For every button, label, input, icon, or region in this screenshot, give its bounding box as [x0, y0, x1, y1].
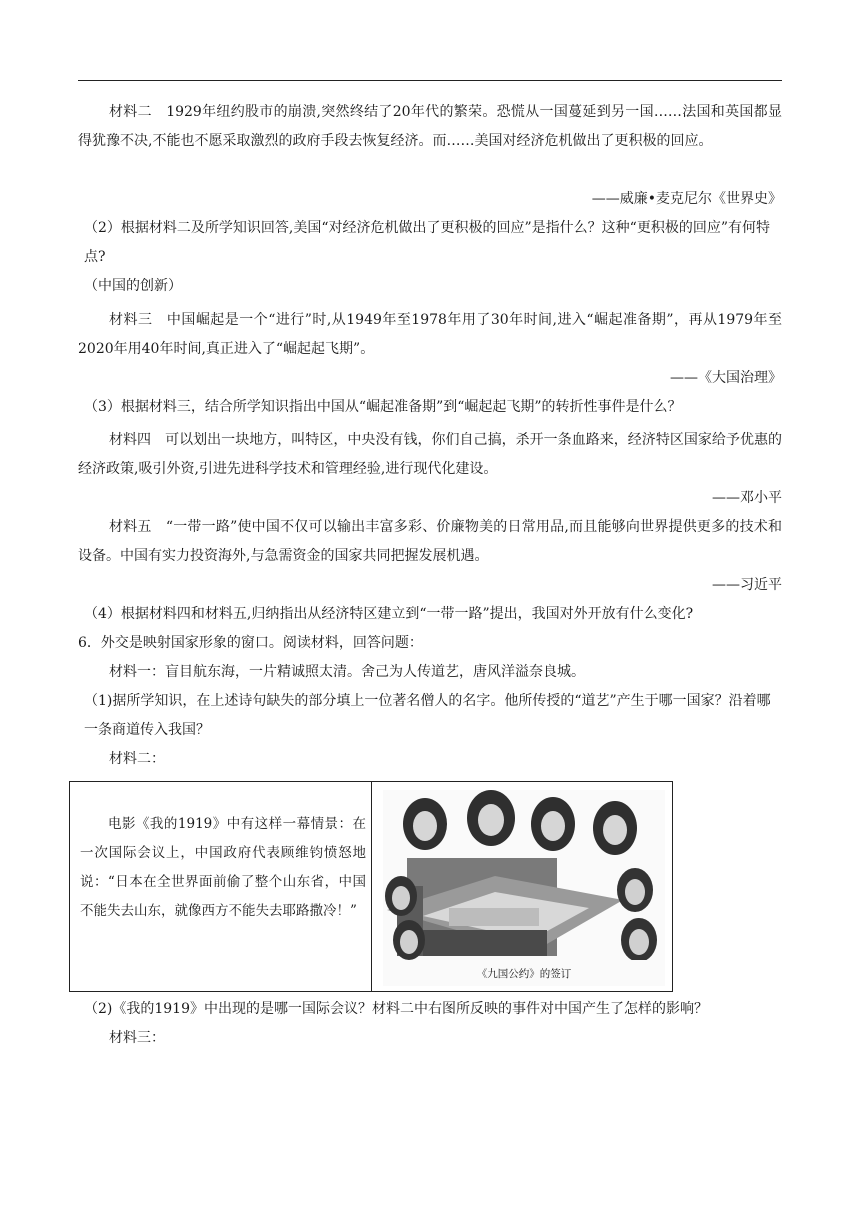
film-quote: 电影《我的1919》中有这样一幕情景：在一次国际会议上，中国政府代表顾维钧愤怒地说：“日本在全世界面前偷了整个山东省，中国不能失去山东，就像西方不能失去耶路撒冷！”: [80, 816, 366, 919]
question-4: （4）根据材料四和材料五,归纳指出从经济特区建立到“一带一路”提出，我国对外开放有什么变化?: [84, 606, 694, 622]
material-3-text: 材料三 中国崛起是一个“进行”时,从1949年至1978年用了30年时间,进入“崛起准备期”，再从1979年至2020年用40年时间,真正进入了“崛起起飞期”。: [78, 312, 782, 357]
header-rule: [78, 80, 782, 81]
section-heading-china: （中国的创新）: [84, 278, 182, 294]
photo-illustration: [383, 790, 665, 986]
material-b-label: 材料二：: [109, 751, 165, 767]
material-5-text: 材料五 “一带一路”使中国不仅可以输出丰富多彩、价廉物美的日常用品,而且能够向世界提供更多的技术和设备。中国有实力投资海外,与急需资金的国家共同把握发展机遇。: [78, 519, 782, 564]
question-6-2: （2)《我的1919》中出现的是哪一国际会议？材料二中右图所反映的事件对中国产生了怎样的影响？: [84, 1001, 708, 1017]
material-5-source: ——习近平: [712, 577, 782, 593]
material-4-text: 材料四 可以划出一块地方，叫特区，中央没有钱，你们自己搞，杀开一条血路来，经济特区国家给予优惠的经济政策,吸引外资,引进先进科学技术和管理经验,进行现代化建设。: [78, 432, 782, 477]
material-a-poem: 材料一：盲目航东海，一片精诚照太清。舍己为人传道艺，唐风洋溢奈良城。: [109, 664, 585, 680]
question-6-intro: 6．外交是映射国家形象的窗口。阅读材料，回答问题：: [78, 635, 423, 651]
material-3-source: ——《大国治理》: [670, 370, 782, 386]
question-3: （3）根据材料三，结合所学知识指出中国从“崛起准备期”到“崛起起飞期”的转折性事件是什么？: [84, 399, 682, 415]
material-b-table: [69, 781, 673, 992]
question-6-1: （1)据所学知识，在上述诗句缺失的部分填上一位著名僧人的名字。他所传授的“道艺”产生于哪一国家？沿着哪一条商道传入我国？: [84, 693, 771, 738]
material-2-text: 材料二 1929年纽约股市的崩溃,突然终结了20年代的繁荣。恐慌从一国蔓延到另一国……法国和英国都显得犹豫不决,不能也不愿采取激烈的政府手段去恢复经济。而……美国对经济危机做出了更积极的回应。: [78, 104, 782, 149]
material-2-source: ——威廉•麦克尼尔《世界史》: [591, 191, 782, 207]
material-4-source: ——邓小平: [712, 490, 782, 506]
material-c-label: 材料三：: [109, 1030, 165, 1046]
photo-caption: 《九国公约》的签订: [476, 968, 572, 980]
question-2: （2）根据材料二及所学知识回答,美国“对经济危机做出了更积极的回应”是指什么？这种“更积极的回应”有何特点?: [84, 220, 770, 265]
nine-power-treaty-photo: [383, 790, 665, 986]
table-divider: [371, 782, 372, 991]
